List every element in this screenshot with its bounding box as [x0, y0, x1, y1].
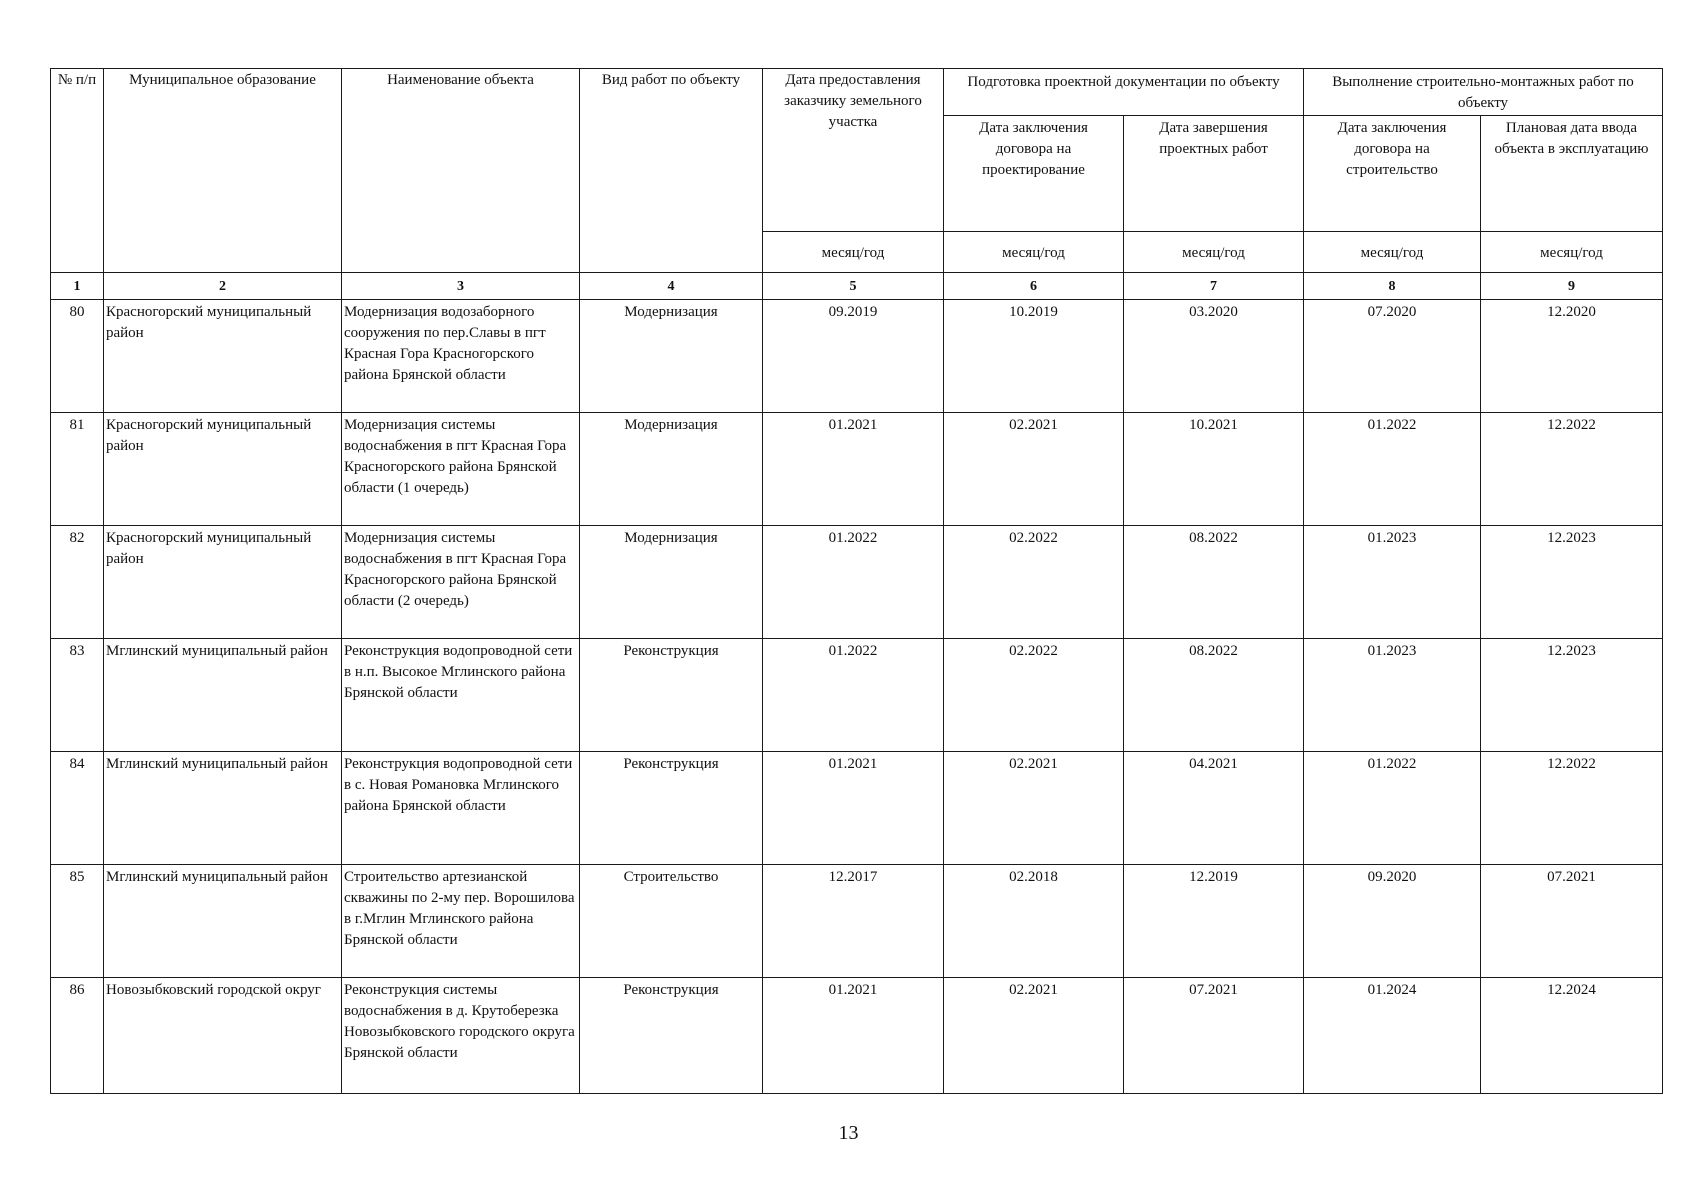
column-number: 2	[104, 273, 342, 300]
header-planned-commissioning: Плановая дата ввода объекта в эксплуатацию	[1481, 116, 1663, 232]
land-date-cell: 12.2017	[763, 865, 944, 978]
design-completion-cell: 03.2020	[1124, 300, 1304, 413]
municipality-cell: Красногорский муниципальный район	[104, 526, 342, 639]
object-name-cell: Реконструкция водопроводной сети в н.п. Высокое Мглинского района Брянской области	[342, 639, 580, 752]
design-contract-cell: 02.2022	[944, 526, 1124, 639]
object-name-cell: Реконструкция системы водоснабжения в д. Крутоберезка Новозыбковского городского округа Брянской области	[342, 978, 580, 1094]
unit-label: месяц/год	[1481, 232, 1663, 273]
row-number: 82	[51, 526, 104, 639]
object-name-cell: Строительство артезианской скважины по 2-му пер. Ворошилова в г.Мглин Мглинского района Брянской области	[342, 865, 580, 978]
row-number: 81	[51, 413, 104, 526]
object-name-cell: Модернизация системы водоснабжения в пгт Красная Гора Красногорского района Брянской области (1 очередь)	[342, 413, 580, 526]
object-name-cell: Модернизация водозаборного сооружения по пер.Славы в пгт Красная Гора Красногорского района Брянской области	[342, 300, 580, 413]
header-land-date: Дата предоставления заказчику земельного участка	[763, 69, 944, 232]
design-contract-cell: 02.2021	[944, 978, 1124, 1094]
land-date-cell: 01.2022	[763, 639, 944, 752]
work-type-cell: Модернизация	[580, 526, 763, 639]
unit-label: месяц/год	[1304, 232, 1481, 273]
column-number: 8	[1304, 273, 1481, 300]
column-number: 1	[51, 273, 104, 300]
commissioning-date-cell: 12.2022	[1481, 413, 1663, 526]
commissioning-date-cell: 12.2023	[1481, 639, 1663, 752]
work-type-cell: Реконструкция	[580, 639, 763, 752]
design-contract-cell: 02.2022	[944, 639, 1124, 752]
header-num: № п/п	[51, 69, 104, 273]
design-contract-cell: 02.2021	[944, 752, 1124, 865]
commissioning-date-cell: 12.2020	[1481, 300, 1663, 413]
row-number: 83	[51, 639, 104, 752]
land-date-cell: 09.2019	[763, 300, 944, 413]
municipality-cell: Мглинский муниципальный район	[104, 639, 342, 752]
column-number: 7	[1124, 273, 1304, 300]
commissioning-date-cell: 12.2024	[1481, 978, 1663, 1094]
construction-contract-cell: 01.2022	[1304, 752, 1481, 865]
column-number: 3	[342, 273, 580, 300]
column-number-row	[51, 273, 1663, 300]
row-number: 86	[51, 978, 104, 1094]
row-number: 85	[51, 865, 104, 978]
work-type-cell: Строительство	[580, 865, 763, 978]
construction-contract-cell: 01.2023	[1304, 639, 1481, 752]
row-number: 80	[51, 300, 104, 413]
commissioning-date-cell: 07.2021	[1481, 865, 1663, 978]
header-construction-contract: Дата заключения договора на строительство	[1304, 116, 1481, 232]
table-row	[51, 978, 1663, 1094]
construction-contract-cell: 01.2024	[1304, 978, 1481, 1094]
land-date-cell: 01.2021	[763, 413, 944, 526]
object-name-cell: Реконструкция водопроводной сети в с. Новая Романовка Мглинского района Брянской области	[342, 752, 580, 865]
design-completion-cell: 07.2021	[1124, 978, 1304, 1094]
object-name-cell: Модернизация системы водоснабжения в пгт Красная Гора Красногорского района Брянской области (2 очередь)	[342, 526, 580, 639]
construction-contract-cell: 09.2020	[1304, 865, 1481, 978]
table-row	[51, 300, 1663, 413]
commissioning-date-cell: 12.2022	[1481, 752, 1663, 865]
municipality-cell: Новозыбковский городской округ	[104, 978, 342, 1094]
row-number: 84	[51, 752, 104, 865]
design-completion-cell: 12.2019	[1124, 865, 1304, 978]
unit-label: месяц/год	[763, 232, 944, 273]
land-date-cell: 01.2022	[763, 526, 944, 639]
table-row	[51, 865, 1663, 978]
header-construction-group: Выполнение строительно-монтажных работ по объекту	[1304, 69, 1663, 116]
work-type-cell: Модернизация	[580, 413, 763, 526]
design-completion-cell: 08.2022	[1124, 639, 1304, 752]
construction-contract-cell: 01.2022	[1304, 413, 1481, 526]
header-work-type: Вид работ по объекту	[580, 69, 763, 273]
land-date-cell: 01.2021	[763, 978, 944, 1094]
design-completion-cell: 04.2021	[1124, 752, 1304, 865]
unit-label: месяц/год	[944, 232, 1124, 273]
design-completion-cell: 08.2022	[1124, 526, 1304, 639]
land-date-cell: 01.2021	[763, 752, 944, 865]
construction-contract-cell: 07.2020	[1304, 300, 1481, 413]
commissioning-date-cell: 12.2023	[1481, 526, 1663, 639]
municipality-cell: Мглинский муниципальный район	[104, 865, 342, 978]
design-contract-cell: 02.2018	[944, 865, 1124, 978]
column-number: 9	[1481, 273, 1663, 300]
design-contract-cell: 02.2021	[944, 413, 1124, 526]
table-row	[51, 752, 1663, 865]
header-municipality: Муниципальное образование	[104, 69, 342, 273]
design-contract-cell: 10.2019	[944, 300, 1124, 413]
schedule-table	[50, 68, 1663, 1094]
work-type-cell: Реконструкция	[580, 978, 763, 1094]
table-row	[51, 413, 1663, 526]
column-number: 6	[944, 273, 1124, 300]
column-number: 4	[580, 273, 763, 300]
header-object-name: Наименование объекта	[342, 69, 580, 273]
municipality-cell: Мглинский муниципальный район	[104, 752, 342, 865]
column-number: 5	[763, 273, 944, 300]
header-design-group: Подготовка проектной документации по объекту	[944, 69, 1304, 116]
construction-contract-cell: 01.2023	[1304, 526, 1481, 639]
unit-label: месяц/год	[1124, 232, 1304, 273]
table-row	[51, 639, 1663, 752]
work-type-cell: Реконструкция	[580, 752, 763, 865]
municipality-cell: Красногорский муниципальный район	[104, 300, 342, 413]
work-type-cell: Модернизация	[580, 300, 763, 413]
page-number: 13	[838, 1122, 859, 1144]
table-row	[51, 526, 1663, 639]
header-design-completion: Дата завершения проектных работ	[1124, 116, 1304, 232]
design-completion-cell: 10.2021	[1124, 413, 1304, 526]
header-design-contract: Дата заключения договора на проектирование	[944, 116, 1124, 232]
municipality-cell: Красногорский муниципальный район	[104, 413, 342, 526]
document-sheet	[50, 68, 1662, 1094]
